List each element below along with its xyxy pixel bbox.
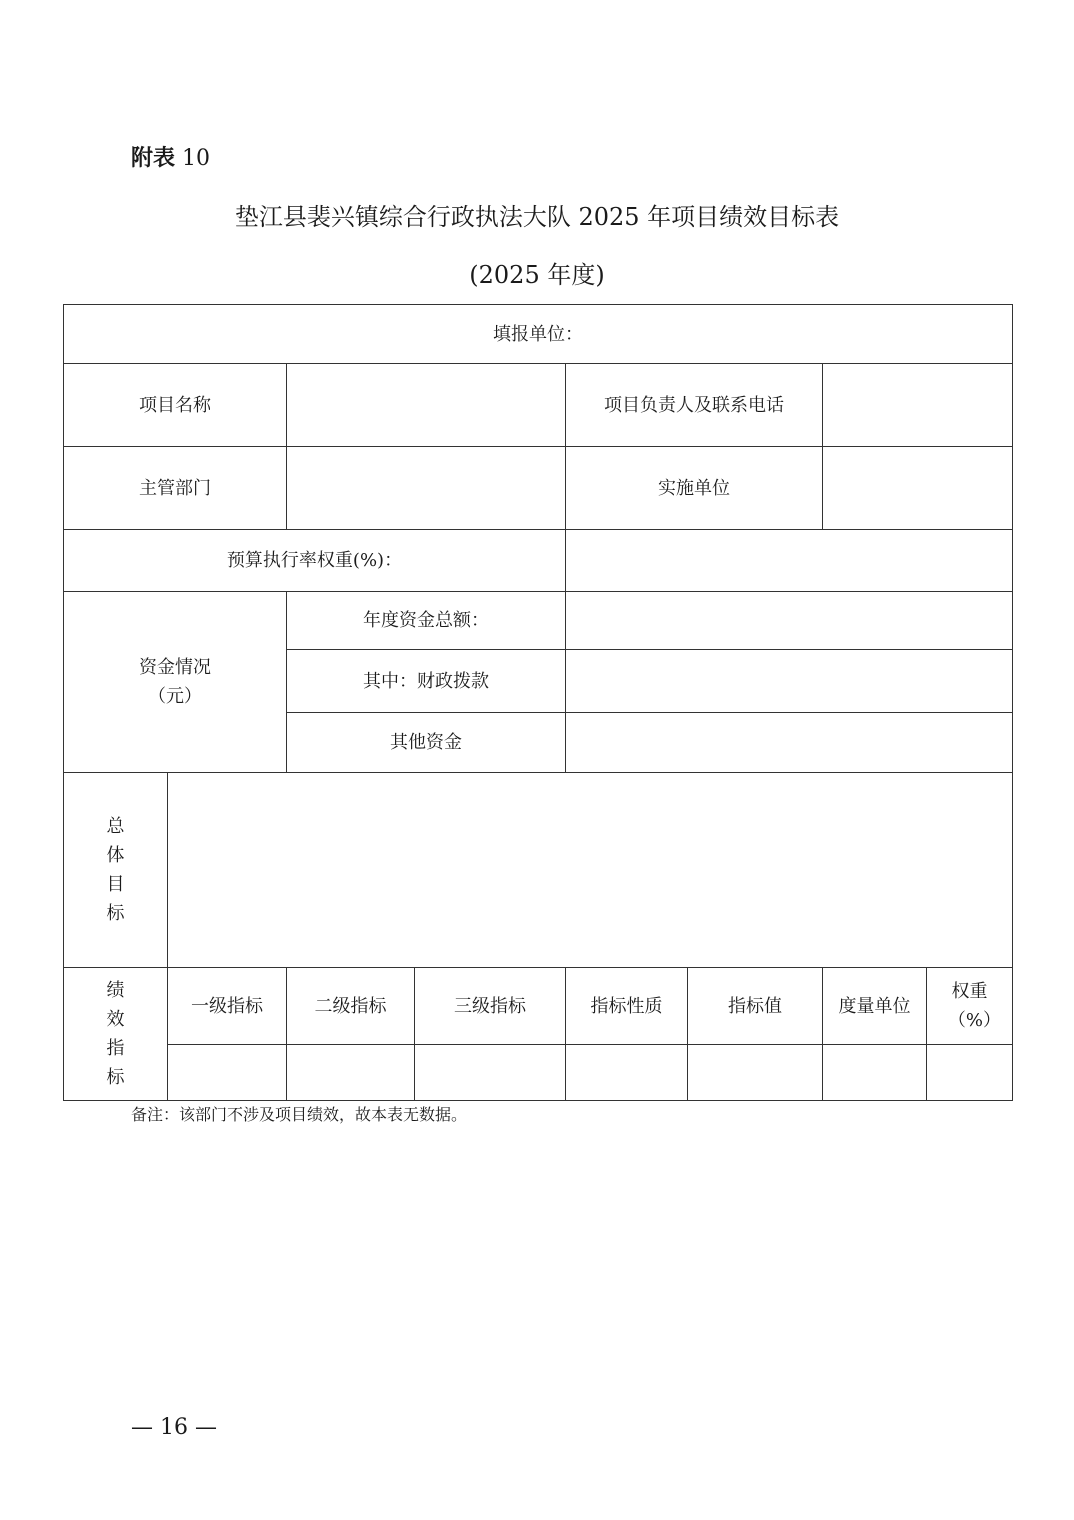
header-weight-text: 权重（%） [947,981,1002,1031]
attachment-prefix: 附表 [131,146,176,171]
header-nature: 指标性质 [566,968,688,1045]
project-name-label: 项目名称 [64,364,287,447]
annual-total-cell[interactable] [566,592,1013,650]
header-value: 指标值 [688,968,823,1045]
impl-unit-label: 实施单位 [566,447,823,530]
funds-unit: （元） [148,686,202,707]
fiscal-cell[interactable] [566,650,1013,713]
indicator-cell-weight[interactable] [927,1045,1013,1101]
header-level3: 三级指标 [415,968,566,1045]
project-name-cell[interactable] [287,364,566,447]
indicator-cell-level1[interactable] [168,1045,287,1101]
page-number: — 16 — [131,1415,217,1440]
indicators-label: 绩效指标 [106,980,125,1088]
indicator-cell-nature[interactable] [566,1045,688,1101]
funds-label: 资金情况 [139,657,211,678]
header-unit: 度量单位 [823,968,927,1045]
document-subtitle: (2025 年度) [469,261,605,289]
other-funds-cell[interactable] [566,713,1013,773]
dept-label: 主管部门 [64,447,287,530]
indicator-cell-level3[interactable] [415,1045,566,1101]
other-funds-label: 其他资金 [287,713,566,773]
overall-goal-cell[interactable] [168,773,1013,968]
indicators-label-cell [64,968,168,1101]
fill-unit-label: 填报单位： [64,305,1013,364]
performance-goal-table [63,304,1013,1101]
budget-weight-cell[interactable] [566,530,1013,592]
project-leader-label: 项目负责人及联系电话 [566,364,823,447]
document-title: 垫江县裴兴镇综合行政执法大队 2025 年项目绩效目标表 [234,203,840,231]
funds-label-cell [64,592,287,773]
project-leader-cell[interactable] [823,364,1013,447]
overall-goal-label: 总体目标 [106,816,125,924]
header-level2: 二级指标 [287,968,415,1045]
footnote: 备注：该部门不涉及项目绩效，故本表无数据。 [131,1105,468,1124]
header-level1: 一级指标 [168,968,287,1045]
impl-unit-cell[interactable] [823,447,1013,530]
header-weight [927,968,1013,1045]
annual-total-label: 年度资金总额： [287,592,566,650]
fiscal-label: 其中：财政拨款 [287,650,566,713]
dept-cell[interactable] [287,447,566,530]
indicator-cell-unit[interactable] [823,1045,927,1101]
budget-weight-label: 预算执行率权重(%)： [64,530,566,592]
overall-goal-label-cell [64,773,168,968]
attachment-label [131,143,210,175]
indicator-cell-value[interactable] [688,1045,823,1101]
indicator-cell-level2[interactable] [287,1045,415,1101]
attachment-number: 10 [182,146,211,171]
